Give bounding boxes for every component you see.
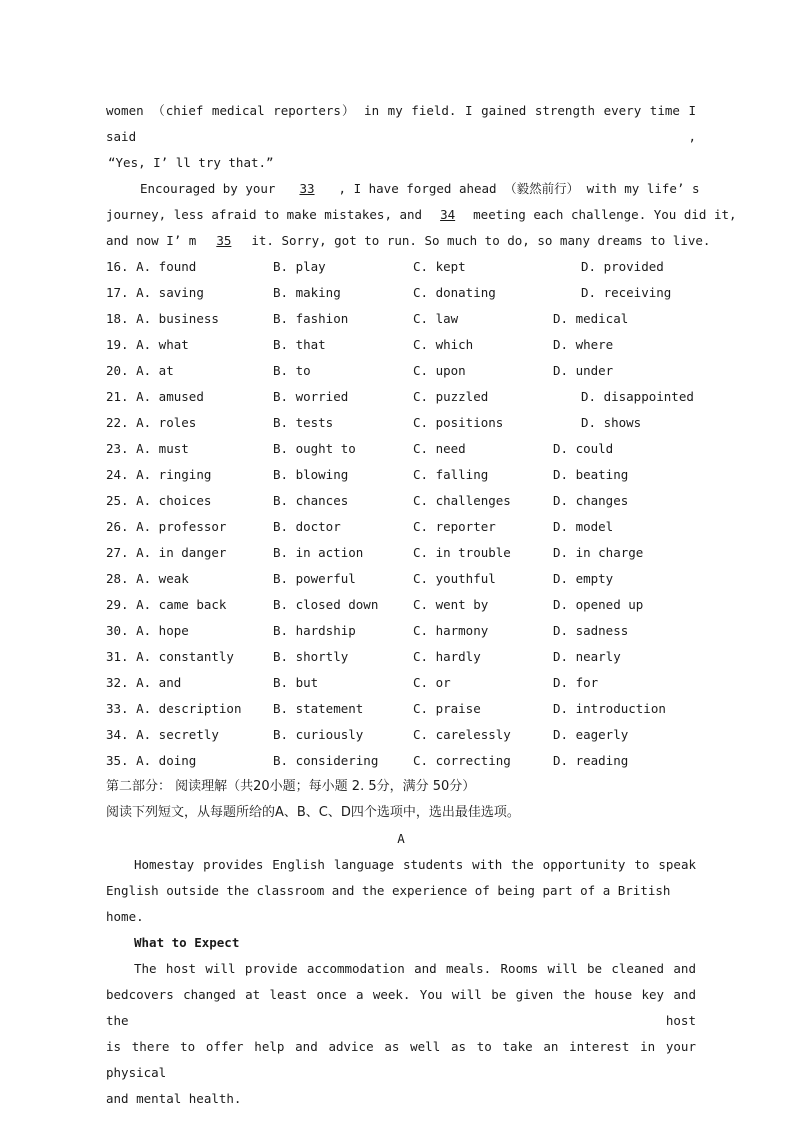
- option-a: [106, 618, 273, 644]
- option-d: [581, 280, 696, 306]
- option-b: [273, 540, 413, 566]
- option-text: B. statement: [273, 701, 364, 716]
- question-number: 19.: [106, 337, 129, 352]
- option-text: B. doctor: [273, 519, 341, 534]
- option-c: [413, 748, 553, 774]
- passage-text: Encouraged by your: [140, 181, 276, 196]
- option-c: [413, 514, 553, 540]
- option-text: D. medical: [553, 311, 629, 326]
- option-text: A. professor: [136, 519, 227, 534]
- passage-line: [106, 202, 737, 228]
- passage-line: [106, 176, 700, 202]
- option-text: D. disappointed: [581, 389, 694, 404]
- option-text: A. choices: [136, 493, 212, 508]
- option-text: B. ought to: [273, 441, 356, 456]
- option-text: A. doing: [136, 753, 197, 768]
- option-text: A. weak: [136, 571, 189, 586]
- option-b: [273, 592, 413, 618]
- option-d: [553, 332, 696, 358]
- question-row: [106, 436, 696, 462]
- option-text: B. considering: [273, 753, 379, 768]
- option-text: A. roles: [136, 415, 197, 430]
- option-text: B. tests: [273, 415, 334, 430]
- option-c: [413, 592, 553, 618]
- option-a: [106, 488, 273, 514]
- option-d: [553, 566, 696, 592]
- option-d: [553, 670, 696, 696]
- option-b: [273, 696, 413, 722]
- option-b: [273, 384, 413, 410]
- question-row: [106, 670, 696, 696]
- question-row: [106, 514, 696, 540]
- option-text: D. in charge: [553, 545, 644, 560]
- option-c: [413, 332, 553, 358]
- option-d: [581, 410, 696, 436]
- option-b: [273, 566, 413, 592]
- option-text: D. provided: [581, 259, 664, 274]
- question-row: [106, 618, 696, 644]
- option-d: [553, 592, 696, 618]
- question-row: [106, 410, 696, 436]
- passage-line: and mental health.: [106, 1091, 242, 1106]
- option-text: D. for: [553, 675, 599, 690]
- option-text: C. law: [413, 311, 459, 326]
- question-number: 32.: [106, 675, 129, 690]
- option-d: [553, 722, 696, 748]
- option-c: [413, 618, 553, 644]
- option-d: [553, 306, 696, 332]
- option-b: [273, 332, 413, 358]
- blank-35: 35: [216, 233, 232, 248]
- question-row: [106, 748, 696, 774]
- option-c: [413, 540, 553, 566]
- option-a: [106, 358, 273, 384]
- question-row: [106, 332, 696, 358]
- passage-line: women （chief medical reporters） in my field. I gained strength every time I said ,: [106, 103, 696, 144]
- passage-text: journey, less afraid to make mistakes, and: [106, 207, 423, 222]
- question-row: [106, 358, 696, 384]
- option-text: A. must: [136, 441, 189, 456]
- option-text: D. shows: [581, 415, 642, 430]
- option-d: [553, 696, 696, 722]
- option-d: [581, 254, 696, 280]
- passage-line: Homestay provides English language students with the opportunity to speak: [134, 857, 696, 872]
- option-text: D. eagerly: [553, 727, 629, 742]
- option-a: [106, 436, 273, 462]
- question-row: [106, 566, 696, 592]
- option-text: A. saving: [136, 285, 204, 300]
- question-row: [106, 384, 696, 410]
- option-text: D. nearly: [553, 649, 621, 664]
- option-text: D. opened up: [553, 597, 644, 612]
- option-a: [106, 384, 273, 410]
- option-text: C. in trouble: [413, 545, 511, 560]
- option-b: [273, 670, 413, 696]
- option-a: [106, 540, 273, 566]
- option-text: C. puzzled: [413, 389, 489, 404]
- question-number: 22.: [106, 415, 129, 430]
- section-instruction: 阅读下列短文，从每题所给的A、B、C、D四个选项中，选出最佳选项。: [106, 805, 520, 820]
- section-title: 第二部分： 阅读理解（共20小题；每小题 2. 5分，满分 50分）: [106, 779, 476, 794]
- option-a: [106, 514, 273, 540]
- question-list: [106, 254, 696, 774]
- option-b: [273, 306, 413, 332]
- question-row: [106, 306, 696, 332]
- option-text: D. where: [553, 337, 614, 352]
- question-row: [106, 540, 696, 566]
- option-c: [413, 254, 581, 280]
- question-number: 23.: [106, 441, 129, 456]
- option-b: [273, 254, 413, 280]
- question-row: [106, 722, 696, 748]
- option-text: C. positions: [413, 415, 504, 430]
- passage-label: A: [397, 831, 405, 846]
- blank-33: 33: [299, 181, 315, 196]
- option-d: [553, 358, 696, 384]
- passage-line: bedcovers changed at least once a week. You will be given the house key and the host: [106, 987, 696, 1028]
- option-text: C. kept: [413, 259, 466, 274]
- option-text: C. harmony: [413, 623, 489, 638]
- option-b: [273, 644, 413, 670]
- passage-line: “Yes, I’ ll try that.”: [108, 155, 274, 170]
- question-row: [106, 488, 696, 514]
- option-text: B. worried: [273, 389, 349, 404]
- option-b: [273, 410, 413, 436]
- option-d: [553, 540, 696, 566]
- passage-text: and now I’ m: [106, 233, 197, 248]
- passage-line: is there to offer help and advice as well as to take an interest in your physical: [106, 1039, 696, 1080]
- passage-text: , I have forged ahead （毅然前行） with my life’ s: [338, 181, 700, 196]
- question-number: 28.: [106, 571, 129, 586]
- option-text: A. found: [136, 259, 197, 274]
- option-text: B. to: [273, 363, 311, 378]
- option-text: B. but: [273, 675, 319, 690]
- option-c: [413, 384, 581, 410]
- option-b: [273, 462, 413, 488]
- option-text: B. powerful: [273, 571, 356, 586]
- option-a: [106, 592, 273, 618]
- option-c: [413, 644, 553, 670]
- option-text: A. secretly: [136, 727, 219, 742]
- option-text: A. description: [136, 701, 242, 716]
- option-d: [553, 644, 696, 670]
- question-number: 31.: [106, 649, 129, 664]
- option-text: A. constantly: [136, 649, 234, 664]
- option-d: [553, 462, 696, 488]
- question-row: [106, 644, 696, 670]
- option-text: C. hardly: [413, 649, 481, 664]
- option-b: [273, 514, 413, 540]
- option-text: B. play: [273, 259, 326, 274]
- passage-line: [106, 228, 711, 254]
- option-text: C. reporter: [413, 519, 496, 534]
- option-text: A. business: [136, 311, 219, 326]
- option-text: C. donating: [413, 285, 496, 300]
- option-text: B. shortly: [273, 649, 349, 664]
- option-text: B. curiously: [273, 727, 364, 742]
- option-b: [273, 436, 413, 462]
- option-c: [413, 696, 553, 722]
- question-row: [106, 696, 696, 722]
- option-b: [273, 358, 413, 384]
- option-text: D. receiving: [581, 285, 672, 300]
- option-c: [413, 488, 553, 514]
- passage-line: English outside the classroom and the experience of being part of a British home.: [106, 883, 671, 924]
- option-text: B. chances: [273, 493, 349, 508]
- option-text: C. correcting: [413, 753, 511, 768]
- option-text: D. model: [553, 519, 614, 534]
- option-text: A. hope: [136, 623, 189, 638]
- option-text: A. and: [136, 675, 182, 690]
- option-d: [553, 514, 696, 540]
- option-c: [413, 410, 581, 436]
- question-number: 17.: [106, 285, 129, 300]
- option-c: [413, 280, 581, 306]
- document-page: [106, 98, 737, 1112]
- option-c: [413, 722, 553, 748]
- option-a: [106, 254, 273, 280]
- option-text: C. falling: [413, 467, 489, 482]
- option-text: C. or: [413, 675, 451, 690]
- option-a: [106, 670, 273, 696]
- option-b: [273, 618, 413, 644]
- option-text: B. in action: [273, 545, 364, 560]
- question-row: [106, 280, 696, 306]
- option-text: A. in danger: [136, 545, 227, 560]
- option-a: [106, 696, 273, 722]
- question-number: 35.: [106, 753, 129, 768]
- option-text: D. introduction: [553, 701, 666, 716]
- question-row: [106, 254, 696, 280]
- option-b: [273, 280, 413, 306]
- question-number: 16.: [106, 259, 129, 274]
- option-b: [273, 722, 413, 748]
- option-text: C. need: [413, 441, 466, 456]
- question-number: 26.: [106, 519, 129, 534]
- passage-text: it. Sorry, got to run. So much to do, so many dreams to live.: [251, 233, 711, 248]
- question-number: 33.: [106, 701, 129, 716]
- option-text: D. sadness: [553, 623, 629, 638]
- option-text: B. blowing: [273, 467, 349, 482]
- option-d: [553, 488, 696, 514]
- option-a: [106, 644, 273, 670]
- option-c: [413, 462, 553, 488]
- option-a: [106, 332, 273, 358]
- option-text: C. youthful: [413, 571, 496, 586]
- option-text: C. praise: [413, 701, 481, 716]
- option-a: [106, 722, 273, 748]
- passage-text: meeting each challenge. You did it,: [473, 207, 737, 222]
- question-number: 30.: [106, 623, 129, 638]
- option-d: [553, 618, 696, 644]
- option-text: D. could: [553, 441, 614, 456]
- option-b: [273, 488, 413, 514]
- question-number: 27.: [106, 545, 129, 560]
- option-text: D. reading: [553, 753, 629, 768]
- option-text: D. beating: [553, 467, 629, 482]
- option-a: [106, 280, 273, 306]
- option-text: D. changes: [553, 493, 629, 508]
- option-text: A. came back: [136, 597, 227, 612]
- option-text: B. closed down: [273, 597, 379, 612]
- option-a: [106, 748, 273, 774]
- option-a: [106, 306, 273, 332]
- option-text: A. ringing: [136, 467, 212, 482]
- option-c: [413, 358, 553, 384]
- question-number: 24.: [106, 467, 129, 482]
- option-a: [106, 566, 273, 592]
- option-c: [413, 436, 553, 462]
- option-text: C. went by: [413, 597, 489, 612]
- option-d: [581, 384, 696, 410]
- option-text: D. empty: [553, 571, 614, 586]
- option-a: [106, 410, 273, 436]
- option-c: [413, 306, 553, 332]
- passage-line: The host will provide accommodation and meals. Rooms will be cleaned and: [134, 961, 696, 976]
- question-number: 25.: [106, 493, 129, 508]
- question-number: 20.: [106, 363, 129, 378]
- question-row: [106, 592, 696, 618]
- question-number: 34.: [106, 727, 129, 742]
- option-text: C. which: [413, 337, 474, 352]
- section-heading: What to Expect: [134, 935, 240, 950]
- option-text: C. challenges: [413, 493, 511, 508]
- option-text: A. what: [136, 337, 189, 352]
- option-text: C. carelessly: [413, 727, 511, 742]
- option-text: B. hardship: [273, 623, 356, 638]
- option-text: B. fashion: [273, 311, 349, 326]
- option-text: B. making: [273, 285, 341, 300]
- option-b: [273, 748, 413, 774]
- question-number: 18.: [106, 311, 129, 326]
- option-d: [553, 748, 696, 774]
- option-d: [553, 436, 696, 462]
- option-text: A. amused: [136, 389, 204, 404]
- option-text: D. under: [553, 363, 614, 378]
- option-text: C. upon: [413, 363, 466, 378]
- option-text: B. that: [273, 337, 326, 352]
- question-number: 21.: [106, 389, 129, 404]
- option-c: [413, 670, 553, 696]
- blank-34: 34: [440, 207, 456, 222]
- option-a: [106, 462, 273, 488]
- option-text: A. at: [136, 363, 174, 378]
- question-row: [106, 462, 696, 488]
- option-c: [413, 566, 553, 592]
- question-number: 29.: [106, 597, 129, 612]
